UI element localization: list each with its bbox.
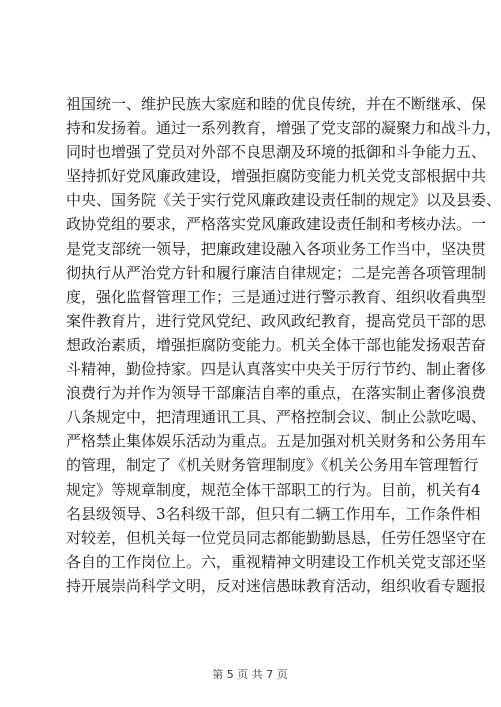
text-line: 坚持抓好党风廉政建设，增强拒腐防变能力机关党支部根据中共: [66, 167, 487, 186]
text-line: 严格禁止集体娱乐活动为重点。五是加强对机关财务和公务用车: [66, 432, 487, 451]
text-line: 的管理，制定了《机关财务管理制度》《机关公务用车管理暂行: [66, 456, 479, 475]
text-line: 持开展崇尚科学文明，反对迷信愚昧教育活动，组织收看专题报: [66, 576, 487, 595]
body-text: [66, 92, 501, 598]
text-line: 持和发扬着。通过一系列教育，增强了党支部的凝聚力和战斗力，: [66, 119, 501, 138]
text-line: 政协党组的要求，严格落实党风廉政建设责任制和考核办法。一: [66, 215, 487, 234]
text-line: 八条规定中，把清理通讯工具、严格控制会议、制止公款吃喝、: [66, 408, 487, 427]
text-line: 想政治素质，增强拒腐防变能力。机关全体干部也能发扬艰苦奋: [66, 335, 487, 354]
text-line: 斗精神，勤俭持家。四是认真落实中央关于厉行节约、制止奢侈: [66, 360, 487, 379]
text-line: 浪费行为并作为领导干部廉洁自率的重点，在落实制止奢侈浪费: [66, 384, 487, 403]
text-line: 同时也增强了党员对外部不良思潮及环境的抵御和斗争能力五、: [66, 143, 487, 162]
page-number-footer: 第 5 页 共 7 页: [212, 668, 288, 681]
text-line: 彻执行从严治党方针和履行廉洁自律规定；二是完善各项管理制: [66, 263, 487, 282]
text-line: 是党支部统一领导，把廉政建设融入各项业务工作当中，坚决贯: [66, 239, 487, 258]
text-line: 对较差，但机关每一位党员同志都能勤勤恳恳，任劳任怨坚守在: [66, 528, 487, 547]
text-line: 名县级领导、3名科级干部，但只有二辆工作用车，工作条件相: [66, 504, 481, 523]
text-line: 案件教育片，进行党风党纪、政风政纪教育，提高党员干部的思: [66, 311, 487, 330]
text-line: 各自的工作岗位上。六，重视精神文明建设工作机关党支部还坚: [66, 552, 487, 571]
text-line: 度，强化监督管理工作；三是通过进行警示教育、组织收看典型: [66, 287, 487, 306]
text-line: 祖国统一、维护民族大家庭和睦的优良传统，并在不断继承、保: [66, 95, 487, 113]
text-line: 中央、国务院《关于实行党风廉政建设责任制的规定》以及县委、: [66, 191, 501, 210]
text-line: 规定》等规章制度，规范全体干部职工的行为。目前，机关有4: [66, 480, 481, 499]
